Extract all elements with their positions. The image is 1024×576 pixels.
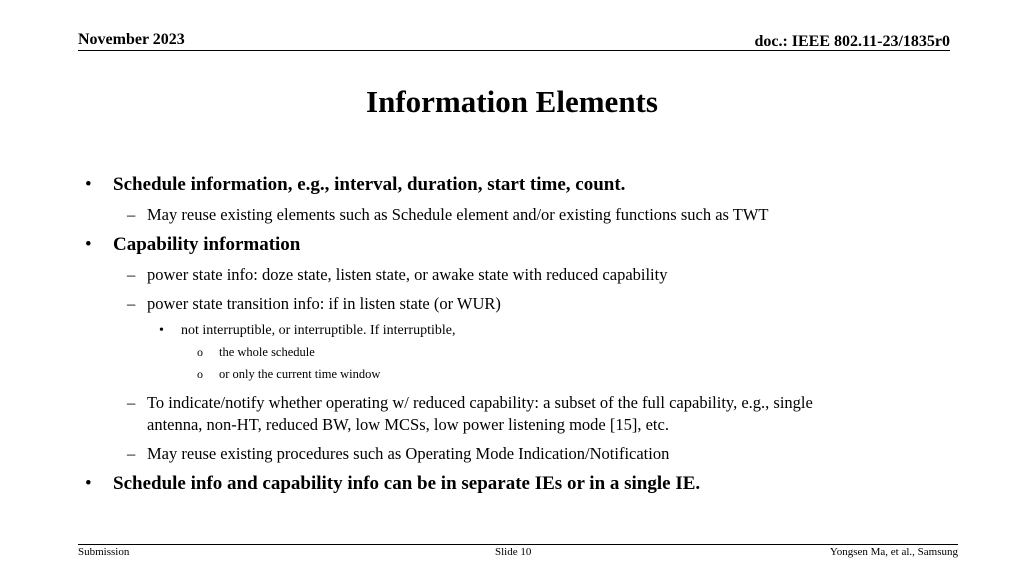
- bullet-text: Schedule information, e.g., interval, duration, start time, count.: [113, 174, 626, 195]
- sub-bullet-power-state-transition: [127, 294, 501, 314]
- sub-bullet-reuse-procedures: [127, 444, 670, 464]
- dash-marker: –: [127, 265, 136, 284]
- fourth-level-whole-schedule: [197, 345, 315, 360]
- sub-bullet-text: May reuse existing procedures such as Operating Mode Indication/Notification: [147, 444, 670, 463]
- dash-marker: –: [127, 205, 136, 224]
- footer-authors: Yongsen Ma, et al., Samsung: [829, 546, 958, 558]
- third-level-interruptible: [159, 323, 456, 339]
- sub-bullet-marker: •: [159, 323, 164, 338]
- bullet-marker: •: [85, 473, 92, 494]
- fourth-level-text: or only the current time window: [219, 367, 381, 381]
- footer-submission: Submission: [78, 546, 130, 558]
- header-doc-id: doc.: IEEE 802.11-23/1835r0: [754, 33, 950, 50]
- dash-marker: –: [127, 294, 136, 313]
- dash-marker: –: [127, 393, 136, 412]
- bullet-text: Schedule info and capability info can be in separate IEs or in a single IE.: [113, 473, 701, 494]
- bullet-marker: •: [85, 174, 92, 195]
- bullet-separate-or-single-ie: [85, 473, 701, 495]
- header-date: November 2023: [78, 31, 185, 48]
- sub-bullet-reduced-capability: [127, 393, 813, 413]
- circle-marker: o: [197, 367, 203, 381]
- fourth-level-text: the whole schedule: [219, 345, 315, 359]
- third-level-text: not interruptible, or interruptible. If interruptible,: [181, 323, 456, 338]
- bullet-capability-information: [85, 234, 301, 256]
- bullet-schedule-information: [85, 174, 626, 196]
- sub-bullet-text: power state transition info: if in listen state (or WUR): [147, 294, 501, 313]
- sub-bullet-power-state-info: [127, 265, 668, 285]
- header-divider: [78, 50, 950, 51]
- bullet-marker: •: [85, 234, 92, 255]
- sub-bullet-reduced-capability-continued: [147, 415, 669, 435]
- footer-slide-number: Slide 10: [495, 546, 532, 558]
- bullet-text: Capability information: [113, 234, 301, 255]
- sub-bullet-reuse-elements: [127, 205, 769, 225]
- fourth-level-current-window: [197, 367, 381, 382]
- sub-bullet-text-line-2: antenna, non-HT, reduced BW, low MCSs, low power listening mode [15], etc.: [147, 415, 669, 434]
- sub-bullet-text-line-1: To indicate/notify whether operating w/ reduced capability: a subset of the full capability, e.g., single: [147, 393, 813, 412]
- sub-bullet-text: May reuse existing elements such as Schedule element and/or existing functions such as TWT: [147, 205, 769, 224]
- slide-title: Information Elements: [366, 84, 658, 119]
- sub-bullet-text: power state info: doze state, listen state, or awake state with reduced capability: [147, 265, 668, 284]
- circle-marker: o: [197, 345, 203, 359]
- footer-divider: [78, 544, 958, 545]
- dash-marker: –: [127, 444, 136, 463]
